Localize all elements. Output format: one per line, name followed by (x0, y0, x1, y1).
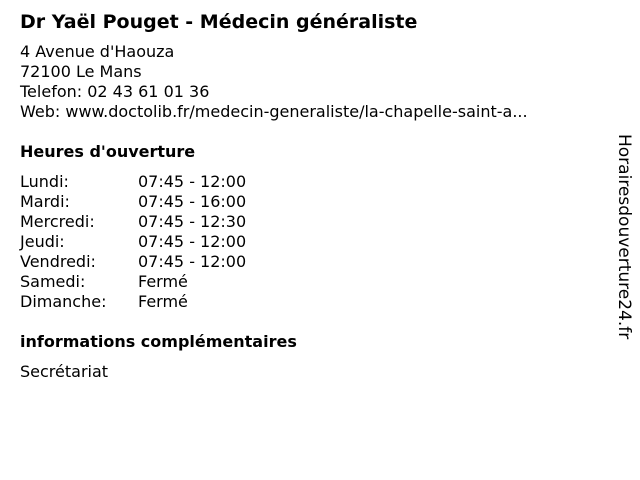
opening-hours-table (20, 172, 600, 312)
business-card (20, 8, 600, 382)
additional-info-text: Secrétariat (20, 362, 109, 381)
phone-number: Telefon: 02 43 61 01 36 (20, 82, 210, 101)
street-address: 4 Avenue d'Haouza (20, 42, 175, 61)
opening-hours-heading: Heures d'ouverture (20, 142, 196, 161)
hours-time: 07:45 - 12:00 (138, 252, 247, 271)
additional-info-heading: informations complémentaires (20, 332, 297, 351)
hours-day: Mercredi: (20, 212, 95, 231)
hours-day: Dimanche: (20, 292, 107, 311)
hours-day: Samedi: (20, 272, 86, 291)
hours-time: 07:45 - 12:00 (138, 172, 247, 191)
hours-time: 07:45 - 16:00 (138, 192, 247, 211)
hours-row-friday (20, 252, 600, 272)
hours-row-sunday (20, 292, 600, 312)
hours-row-thursday (20, 232, 600, 252)
hours-day: Lundi: (20, 172, 69, 191)
hours-row-tuesday (20, 192, 600, 212)
hours-time: Fermé (138, 272, 188, 291)
hours-time: Fermé (138, 292, 188, 311)
address-block (20, 42, 600, 122)
hours-time: 07:45 - 12:30 (138, 212, 247, 231)
hours-time: 07:45 - 12:00 (138, 232, 247, 251)
hours-day: Jeudi: (20, 232, 65, 251)
hours-day: Mardi: (20, 192, 70, 211)
site-watermark: Horairesdouverture24.fr (614, 134, 634, 340)
city-address: 72100 Le Mans (20, 62, 142, 81)
hours-row-saturday (20, 272, 600, 292)
hours-row-wednesday (20, 212, 600, 232)
hours-day: Vendredi: (20, 252, 96, 271)
hours-row-monday (20, 172, 600, 192)
page-title: Dr Yaël Pouget - Médecin généraliste (20, 11, 418, 33)
website-link[interactable]: Web: www.doctolib.fr/medecin-generaliste/la-chapelle-saint-a... (20, 102, 528, 121)
